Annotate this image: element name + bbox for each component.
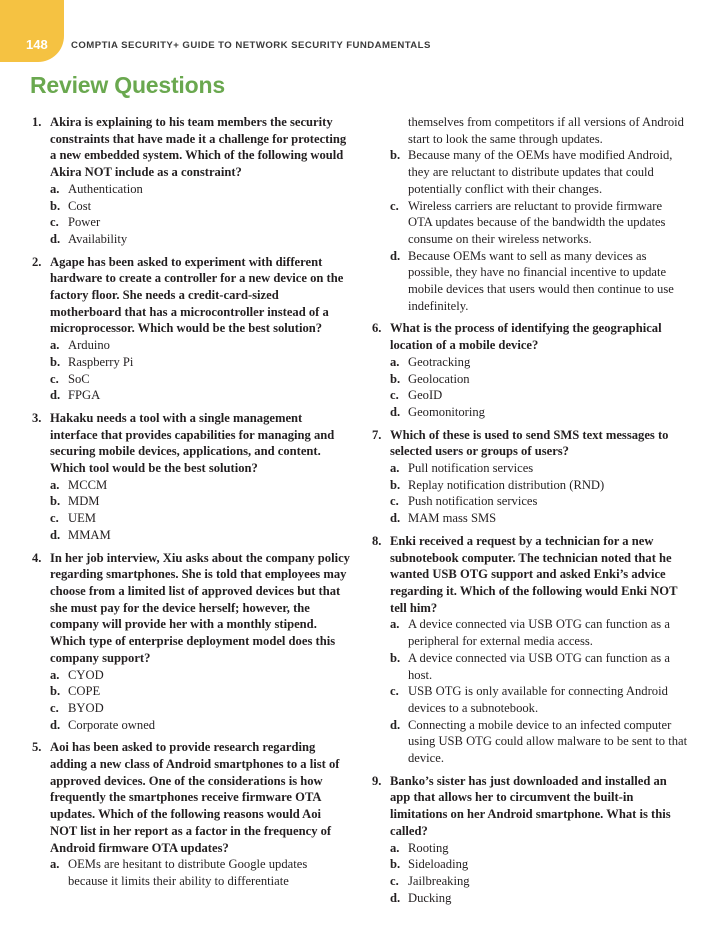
option-letter: b. bbox=[390, 371, 401, 386]
option-text: Jailbreaking bbox=[408, 873, 470, 888]
question-8 bbox=[372, 533, 688, 767]
option-text: A device connected via USB OTG can function as a peripheral for external media access. bbox=[408, 617, 670, 649]
answer-option bbox=[390, 616, 688, 649]
option-text: Geotracking bbox=[408, 354, 471, 369]
answer-option bbox=[390, 493, 688, 510]
option-letter: c. bbox=[50, 215, 59, 230]
option-text: COPE bbox=[68, 684, 101, 699]
question-stem: Enki received a request by a technician for a new subnotebook computer. The technician noted that he wanted USB OTG support and asked Enki’s advice regarding it. Which of the following would Enki NOT tell him? bbox=[390, 533, 678, 615]
answer-option bbox=[390, 840, 688, 857]
answer-option bbox=[50, 510, 350, 527]
question-number: 7. bbox=[372, 427, 382, 442]
option-text: Rooting bbox=[408, 840, 449, 855]
answer-option bbox=[50, 700, 350, 717]
question-number: 3. bbox=[32, 410, 42, 425]
option-letter: b. bbox=[390, 148, 401, 163]
section-title: Review Questions bbox=[30, 72, 225, 98]
option-letter: d. bbox=[390, 717, 401, 732]
option-text: FPGA bbox=[68, 388, 101, 403]
option-text: Ducking bbox=[408, 890, 452, 905]
option-letter: b. bbox=[50, 494, 61, 509]
option-text: A device connected via USB OTG can function as a host. bbox=[408, 650, 670, 682]
option-letter: a. bbox=[390, 461, 400, 476]
answer-option bbox=[50, 371, 350, 388]
option-text: MDM bbox=[68, 494, 100, 509]
answer-option bbox=[50, 477, 350, 494]
answer-option bbox=[390, 354, 688, 371]
question-4 bbox=[32, 550, 350, 734]
option-letter: a. bbox=[50, 667, 60, 682]
option-letter: b. bbox=[390, 857, 401, 872]
answer-option bbox=[50, 354, 350, 371]
answer-option bbox=[390, 717, 688, 767]
option-text: USB OTG is only available for connecting Android devices to a subnotebook. bbox=[408, 684, 668, 715]
option-text: Corporate owned bbox=[68, 717, 156, 732]
option-letter: a. bbox=[390, 354, 400, 369]
option-letter: d. bbox=[390, 890, 401, 905]
question-number: 9. bbox=[372, 773, 382, 788]
question-7 bbox=[372, 427, 688, 527]
option-text: Replay notification distribution (RND) bbox=[408, 477, 605, 492]
option-letter: c. bbox=[50, 511, 59, 526]
question-number: 4. bbox=[32, 550, 42, 565]
option-text: UEM bbox=[68, 511, 96, 526]
option-letter: a. bbox=[50, 477, 60, 492]
answer-option bbox=[390, 856, 688, 873]
option-letter: c. bbox=[390, 684, 399, 699]
answer-option bbox=[50, 717, 350, 734]
question-5 bbox=[32, 739, 350, 889]
question-stem: Hakaku needs a tool with a single management interface that provides capabilities for managing and securing mobile devices, applications, and content. Which tool would be the best solution? bbox=[50, 410, 335, 476]
question-number: 5. bbox=[32, 740, 42, 755]
answer-option bbox=[390, 198, 688, 248]
option-text: OEMs are hesitant to distribute Google updates because it limits their ability to differentiate bbox=[68, 857, 308, 888]
option-letter: d. bbox=[390, 404, 401, 419]
answer-option bbox=[390, 404, 688, 421]
option-text: MMAM bbox=[68, 527, 111, 542]
answer-option bbox=[390, 510, 688, 527]
question-number: 8. bbox=[372, 533, 382, 548]
answer-option bbox=[50, 667, 350, 684]
option-letter: d. bbox=[50, 388, 61, 403]
option-letter: c. bbox=[390, 198, 399, 213]
option-text: Arduino bbox=[68, 338, 110, 353]
option-letter: a. bbox=[50, 338, 60, 353]
answer-option bbox=[390, 890, 688, 907]
option-text: Authentication bbox=[68, 181, 143, 196]
option-letter: c. bbox=[50, 371, 59, 386]
option-text: Pull notification services bbox=[408, 461, 534, 476]
answer-option bbox=[390, 387, 688, 404]
option-letter: a. bbox=[390, 840, 400, 855]
right-column bbox=[372, 114, 688, 912]
option-text: Connecting a mobile device to an infected computer using USB OTG could allow malware to be sent to that device. bbox=[408, 717, 688, 766]
option-text: Because many of the OEMs have modified Android, they are reluctant to distribute updates that could potentially conflict with their changes. bbox=[408, 148, 673, 196]
question-stem: Which of these is used to send SMS text messages to selected users or groups of users? bbox=[390, 427, 669, 459]
question-6 bbox=[372, 320, 688, 420]
option-text: MAM mass SMS bbox=[408, 511, 497, 526]
answer-option bbox=[50, 683, 350, 700]
option-text: MCCM bbox=[68, 477, 108, 492]
answer-option bbox=[50, 198, 350, 215]
answer-option bbox=[390, 371, 688, 388]
option-letter: d. bbox=[50, 527, 61, 542]
question-stem: Akira is explaining to his team members the security constraints that have made it a challenge for protecting a new embedded system. Which of the following would Akira NOT include as a constraint? bbox=[50, 115, 347, 180]
left-column bbox=[32, 114, 350, 896]
running-head: COMPTIA SECURITY+ GUIDE TO NETWORK SECURITY FUNDAMENTALS bbox=[71, 40, 431, 51]
option-text: Geolocation bbox=[408, 371, 470, 386]
question-2 bbox=[32, 254, 350, 404]
option-letter: a. bbox=[50, 857, 60, 872]
option-letter: d. bbox=[390, 248, 401, 263]
answer-option bbox=[390, 650, 688, 683]
answer-option bbox=[390, 248, 688, 315]
option-text: Because OEMs want to sell as many devices as possible, they have no financial incentive to update mobile devices that users would then continue to use indefinitely. bbox=[408, 248, 674, 313]
answer-option bbox=[390, 683, 688, 716]
answer-option bbox=[390, 873, 688, 890]
question-stem: What is the process of identifying the geographical location of a mobile device? bbox=[390, 321, 662, 353]
option-text: BYOD bbox=[68, 700, 104, 715]
question-1 bbox=[32, 114, 350, 248]
question-number: 6. bbox=[372, 321, 382, 336]
answer-option bbox=[390, 460, 688, 477]
answer-option bbox=[50, 231, 350, 248]
option-letter: c. bbox=[390, 873, 399, 888]
option-letter: a. bbox=[50, 181, 60, 196]
page-number-tab bbox=[0, 0, 64, 62]
option-text: Cost bbox=[68, 198, 92, 213]
question-stem: Banko’s sister has just downloaded and installed an app that allows her to circumvent the built-in limitations on her Android smartphone. What is this called? bbox=[390, 773, 671, 838]
option-text: Power bbox=[68, 215, 101, 230]
option-letter: d. bbox=[50, 231, 61, 246]
option-text: SoC bbox=[68, 371, 90, 386]
option-letter: b. bbox=[390, 650, 401, 665]
question-number: 2. bbox=[32, 254, 42, 269]
answer-option bbox=[50, 387, 350, 404]
option-letter: b. bbox=[50, 684, 61, 699]
page-number: 148 bbox=[26, 37, 48, 52]
question-stem: Aoi has been asked to provide research regarding adding a new class of Android smartphones to a list of approved devices. One of the considerations is how frequently the smartphones receive firmware OTA updates. Which of the following reasons would Aoi NOT list in her report as a factor in the frequency of Android firmware OTA updates? bbox=[50, 740, 340, 855]
answer-option bbox=[50, 214, 350, 231]
option-text: Wireless carriers are reluctant to provide firmware OTA updates because of the bandwidth the updates consume on their wireless networks. bbox=[408, 198, 666, 246]
answer-option-continued bbox=[390, 114, 688, 147]
option-text: Push notification services bbox=[408, 494, 538, 509]
option-text: Geomonitoring bbox=[408, 404, 485, 419]
option-letter: d. bbox=[50, 717, 61, 732]
question-3 bbox=[32, 410, 350, 544]
option-text: GeoID bbox=[408, 388, 443, 403]
option-text: Raspberry Pi bbox=[68, 354, 134, 369]
question-5-continued bbox=[372, 114, 688, 314]
answer-option bbox=[50, 856, 350, 889]
option-letter: b. bbox=[50, 354, 61, 369]
answer-option bbox=[50, 181, 350, 198]
option-text: themselves from competitors if all versions of Android start to look the same through updates. bbox=[408, 115, 684, 146]
option-text: Availability bbox=[68, 231, 128, 246]
option-letter: c. bbox=[390, 494, 399, 509]
answer-option bbox=[50, 527, 350, 544]
answer-option bbox=[390, 147, 688, 197]
answer-option bbox=[390, 477, 688, 494]
option-text: Sideloading bbox=[408, 857, 469, 872]
option-letter: c. bbox=[390, 388, 399, 403]
question-stem: In her job interview, Xiu asks about the company policy regarding smartphones. She is told that employees may choose from a limited list of approved devices but that she must pay for the device herself; however, the company will provide her with a monthly stipend. Which type of enterprise deployment model does this company support? bbox=[50, 550, 350, 665]
option-letter: c. bbox=[50, 700, 59, 715]
option-letter: b. bbox=[50, 198, 61, 213]
option-text: CYOD bbox=[68, 667, 104, 682]
answer-option bbox=[50, 337, 350, 354]
option-letter: a. bbox=[390, 617, 400, 632]
question-9 bbox=[372, 773, 688, 907]
question-number: 1. bbox=[32, 115, 42, 129]
option-letter: b. bbox=[390, 477, 401, 492]
answer-option bbox=[50, 493, 350, 510]
question-stem: Agape has been asked to experiment with different hardware to create a controller for a new device on the factory floor. She needs a credit-card-sized motherboard that has a microcontroller instead of a microprocessor. Which would be the best solution? bbox=[50, 254, 344, 336]
option-letter: d. bbox=[390, 511, 401, 526]
